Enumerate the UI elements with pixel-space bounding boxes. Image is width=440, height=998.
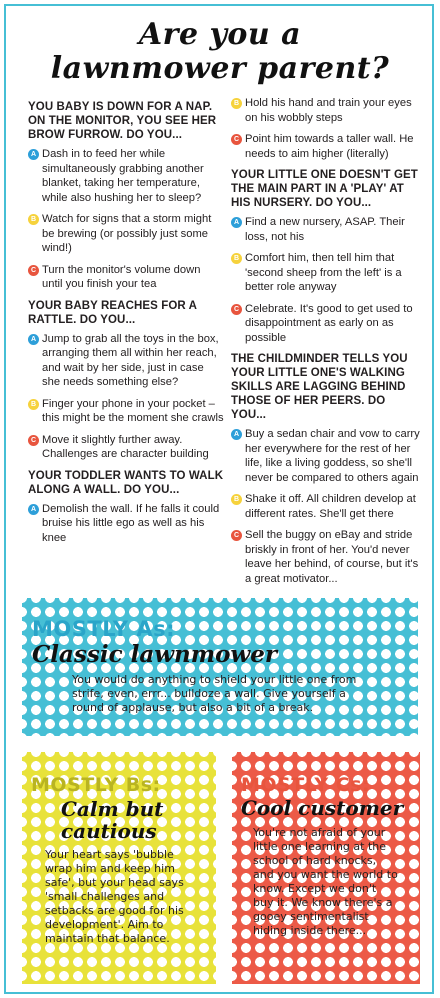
quiz-question: YOUR TODDLER WANTS TO WALK ALONG A WALL. DO YOU... bbox=[28, 469, 224, 496]
quiz-option-a bbox=[231, 215, 421, 244]
option-letter-badge: C bbox=[231, 304, 242, 315]
result-b-type: Calm but cautious bbox=[61, 797, 164, 843]
option-text: Finger your phone in your pocket – this might be the moment she crawls bbox=[42, 397, 224, 424]
quiz-option-c bbox=[231, 132, 421, 161]
option-letter-badge: A bbox=[231, 429, 242, 440]
quiz-option-a bbox=[28, 147, 224, 205]
option-letter-badge: B bbox=[231, 98, 242, 109]
result-c-text: You're not afraid of your little one learning at the school of hard knocks, and you want the world to know. Except we don't buy it. We know there's a gooey sentimentalist hiding inside there... bbox=[253, 826, 398, 937]
option-letter-badge: A bbox=[28, 334, 39, 345]
quiz-option-b bbox=[28, 397, 224, 426]
page-title-line-2: lawnmower parent? bbox=[50, 51, 390, 86]
quiz-option-b bbox=[231, 96, 421, 125]
option-text: Move it slightly further away. Challenges are character building bbox=[42, 433, 209, 460]
quiz-option-a bbox=[231, 427, 421, 485]
quiz-option-c bbox=[28, 263, 224, 292]
option-letter-badge: C bbox=[28, 435, 39, 446]
quiz-option-a bbox=[28, 502, 224, 546]
result-b-heading: MOSTLY Bs: bbox=[31, 774, 161, 796]
result-a-heading: MOSTLY As: bbox=[32, 617, 175, 641]
quiz-option-c bbox=[231, 302, 421, 346]
option-letter-badge: B bbox=[231, 494, 242, 505]
quiz-question-block bbox=[28, 100, 224, 292]
result-c-type: Cool customer bbox=[241, 796, 404, 820]
option-letter-badge: A bbox=[231, 217, 242, 228]
result-a-text: You would do anything to shield your little one from strife, even, errr... bulldoze a wall. Give yourself a round of applause, but also a bit of a break. bbox=[72, 673, 357, 714]
quiz-question-block bbox=[231, 168, 421, 345]
option-letter-badge: B bbox=[231, 253, 242, 264]
option-text: Turn the monitor's volume down until you finish your tea bbox=[42, 263, 201, 290]
option-text: Buy a sedan chair and vow to carry her everywhere for the rest of her life, like a living goddess, so she'll never be compared to others again bbox=[245, 428, 420, 484]
quiz-option-c bbox=[28, 433, 224, 462]
quiz-question-block bbox=[28, 299, 224, 462]
result-a-type: Classic lawnmower bbox=[32, 641, 277, 668]
result-c-card bbox=[241, 762, 411, 974]
option-letter-badge: C bbox=[28, 265, 39, 276]
option-text: Jump to grab all the toys in the box, arranging them all within her reach, and wait by her side, just in case she needs something else? bbox=[42, 332, 219, 388]
result-b-text: Your heart says 'bubble wrap him and keep him safe', but your head says 'small challenges and setbacks are good for his development'. Aim to maintain that balance. bbox=[45, 848, 184, 945]
option-text: Sell the buggy on eBay and stride briskly in front of her. You'd never leave her behind, of course, but it's a great motivator... bbox=[245, 529, 419, 585]
quiz-option-b bbox=[28, 212, 224, 256]
quiz-question: YOUR BABY REACHES FOR A RATTLE. DO YOU... bbox=[28, 299, 197, 326]
quiz-question-block bbox=[28, 469, 224, 546]
option-letter-badge: A bbox=[28, 504, 39, 515]
right-quiz-column bbox=[231, 96, 421, 593]
quiz-option-b bbox=[231, 251, 421, 295]
option-letter-badge: A bbox=[28, 149, 39, 160]
option-text: Hold his hand and train your eyes on his wobbly steps bbox=[245, 97, 412, 124]
left-quiz-column bbox=[28, 100, 224, 552]
option-text: Celebrate. It's good to get used to disappointment as early on as possible bbox=[245, 302, 413, 344]
option-letter-badge: C bbox=[231, 530, 242, 541]
quiz-option-c bbox=[231, 528, 421, 586]
option-text: Point him towards a taller wall. He needs to aim higher (literally) bbox=[245, 133, 414, 160]
option-text: Watch for signs that a storm might be brewing (or possibly just some wind!) bbox=[42, 213, 212, 254]
quiz-question: YOU BABY IS DOWN FOR A NAP. ON THE MONITOR, YOU SEE HER BROW FURROW. DO YOU... bbox=[28, 101, 217, 141]
quiz-question-block bbox=[231, 352, 421, 586]
quiz-question: YOUR LITTLE ONE DOESN'T GET THE MAIN PART IN A 'PLAY' AT HIS NURSERY. DO YOU... bbox=[231, 169, 418, 209]
option-letter-badge: C bbox=[231, 134, 242, 145]
option-letter-badge: B bbox=[28, 399, 39, 410]
page-title: Are you a bbox=[138, 17, 302, 52]
option-text: Find a new nursery, ASAP. Their loss, not his bbox=[245, 216, 405, 243]
result-b-card bbox=[31, 762, 207, 974]
option-text: Dash in to feed her while simultaneously grabbing another blanket, taking her temperature, while also hushing her to sleep? bbox=[42, 148, 204, 204]
quiz-option-a bbox=[28, 332, 224, 390]
result-c-heading: MOSTLY Cs: bbox=[241, 774, 371, 796]
quiz-question: THE CHILDMINDER TELLS YOU YOUR LITTLE ONE'S WALKING SKILLS ARE LAGGING BEHIND THOSE OF HER PEERS. DO YOU... bbox=[231, 353, 408, 421]
option-text: Comfort him, then tell him that 'second sheep from the left' is a better role anyway bbox=[245, 252, 402, 293]
quiz-option-b bbox=[231, 492, 421, 521]
result-a-card bbox=[32, 609, 408, 725]
quiz-question-block bbox=[231, 96, 421, 161]
option-letter-badge: B bbox=[28, 214, 39, 225]
option-text: Demolish the wall. If he falls it could bruise his little ego as well as his knee bbox=[42, 502, 220, 544]
option-text: Shake it off. All children develop at different rates. She'll get there bbox=[245, 493, 416, 520]
